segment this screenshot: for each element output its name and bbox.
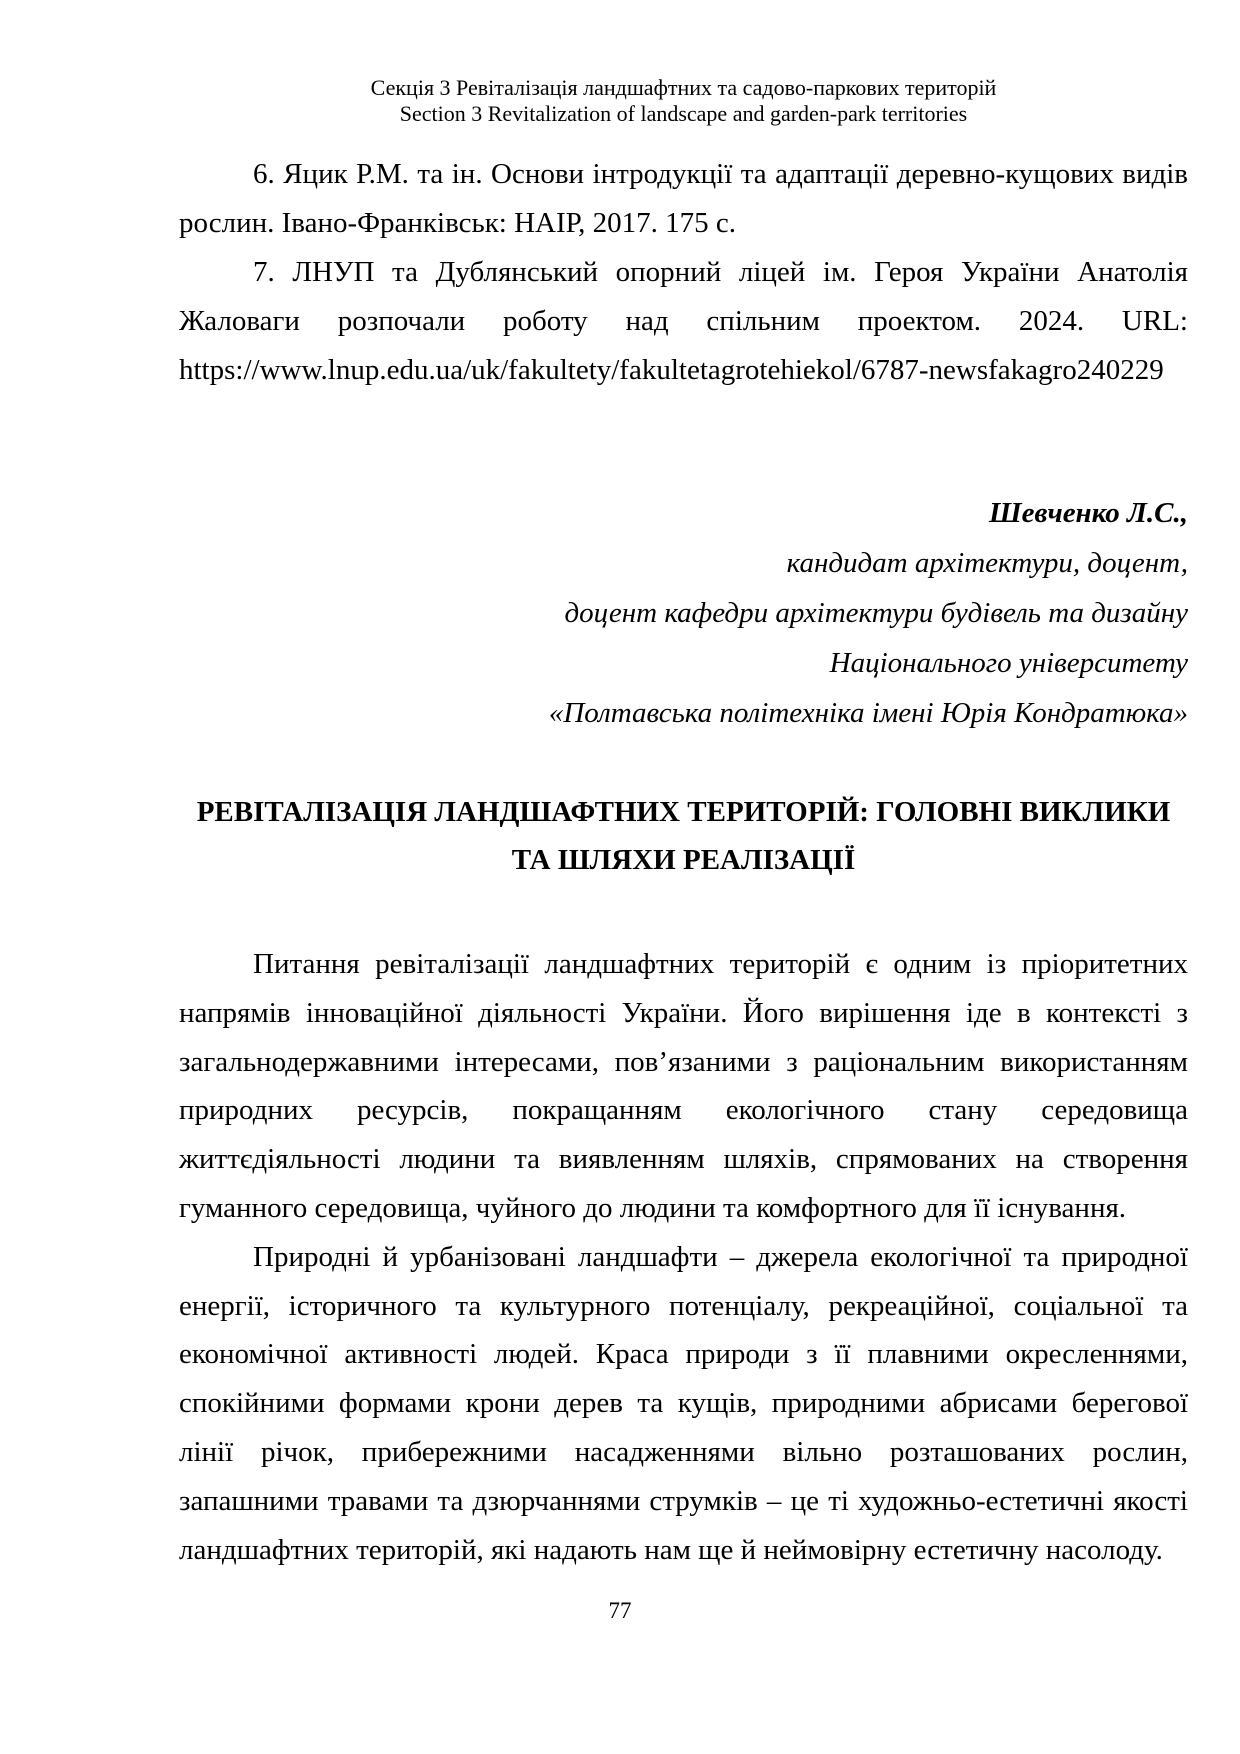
paragraph-2-line: Природні й урбанізовані ландшафти – джерела екологічної та природної — [253, 1240, 1188, 1273]
paragraph-2-line: спокійними формами крони дерев та кущів, природними абрисами берегової — [179, 1387, 1188, 1420]
author-university-name: «Полтавська політехніка імені Юрія Кондратюка» — [548, 697, 1188, 729]
reference-list — [179, 150, 1188, 395]
paragraph-2-line: економічної активності людей. Краса природи з її плавними окресленнями, — [179, 1338, 1188, 1371]
header-line-ukrainian: Секція 3 Ревіталізація ландшафтних та садово-паркових територій — [370, 75, 997, 100]
reference-6-line-2: рослин. Івано-Франківськ: НАІР, 2017. 175 с. — [179, 207, 737, 239]
author-degree: кандидат архітектури, доцент, — [786, 547, 1188, 579]
paragraph-2-line: запашними травами та дзюрчаннями струмків – це ті художньо-естетичні якості — [179, 1484, 1188, 1517]
reference-7-line-1: 7. ЛНУП та Дублянський опорний ліцей ім. Героя України Анатолія — [253, 256, 1188, 288]
author-position: доцент кафедри архітектури будівель та дизайну — [564, 597, 1188, 629]
paragraph-1-line: Питання ревіталізації ландшафтних територій є одним із пріоритетних — [253, 948, 1188, 980]
title-line-1: РЕВІТАЛІЗАЦІЯ ЛАНДШАФТНИХ ТЕРИТОРІЙ: ГОЛОВНІ ВИКЛИКИ — [196, 796, 1171, 828]
paragraph-2-line: енергії, історичного та культурного потенціалу, рекреаційної, соціальної та — [179, 1289, 1188, 1322]
author-name: Шевченко Л.С., — [988, 497, 1188, 529]
reference-7-line-2: Жаловаги розпочали роботу над спільним проектом. 2024. URL: — [179, 305, 1188, 337]
paragraph-2-line: лінії річок, прибережними насадженнями вільно розташованих рослин, — [179, 1435, 1188, 1468]
running-header — [179, 75, 1188, 127]
article-body — [179, 940, 1188, 1574]
paragraph-2-line: ландшафтних територій, які надають нам ще й неймовірну естетичну насолоду. — [179, 1533, 1163, 1566]
paragraph-1-line: гуманного середовища, чуйного до людини та комфортного для її існування. — [179, 1191, 1127, 1224]
paragraph-1-line: природних ресурсів, покращанням екологічного стану середовища — [179, 1094, 1188, 1127]
paragraph-1-line: життєдіяльності людини та виявленням шляхів, спрямованих на створення — [179, 1143, 1188, 1176]
author-university: Національного університету — [829, 647, 1188, 679]
reference-7-url: https://www.lnup.edu.ua/uk/fakultety/fakultetagrotehiekol/6787-newsfakagro240229 — [179, 354, 1164, 386]
page-number: 77 — [608, 1598, 632, 1623]
author-block — [179, 488, 1188, 738]
paragraph-1-line: загальнодержавними інтересами, пов’язаними з раціональним використанням — [179, 1045, 1188, 1078]
header-line-english: Section 3 Revitalization of landscape and garden-park territories — [399, 101, 968, 126]
title-line-2: ТА ШЛЯХИ РЕАЛІЗАЦІЇ — [511, 844, 856, 876]
article-title — [179, 788, 1188, 884]
reference-6-line-1: 6. Яцик Р.М. та ін. Основи інтродукції та адаптації деревно-кущових видів — [253, 158, 1188, 190]
paragraph-1-line: напрямів інноваційної діяльності України. Його вирішення іде в контексті з — [179, 996, 1188, 1029]
